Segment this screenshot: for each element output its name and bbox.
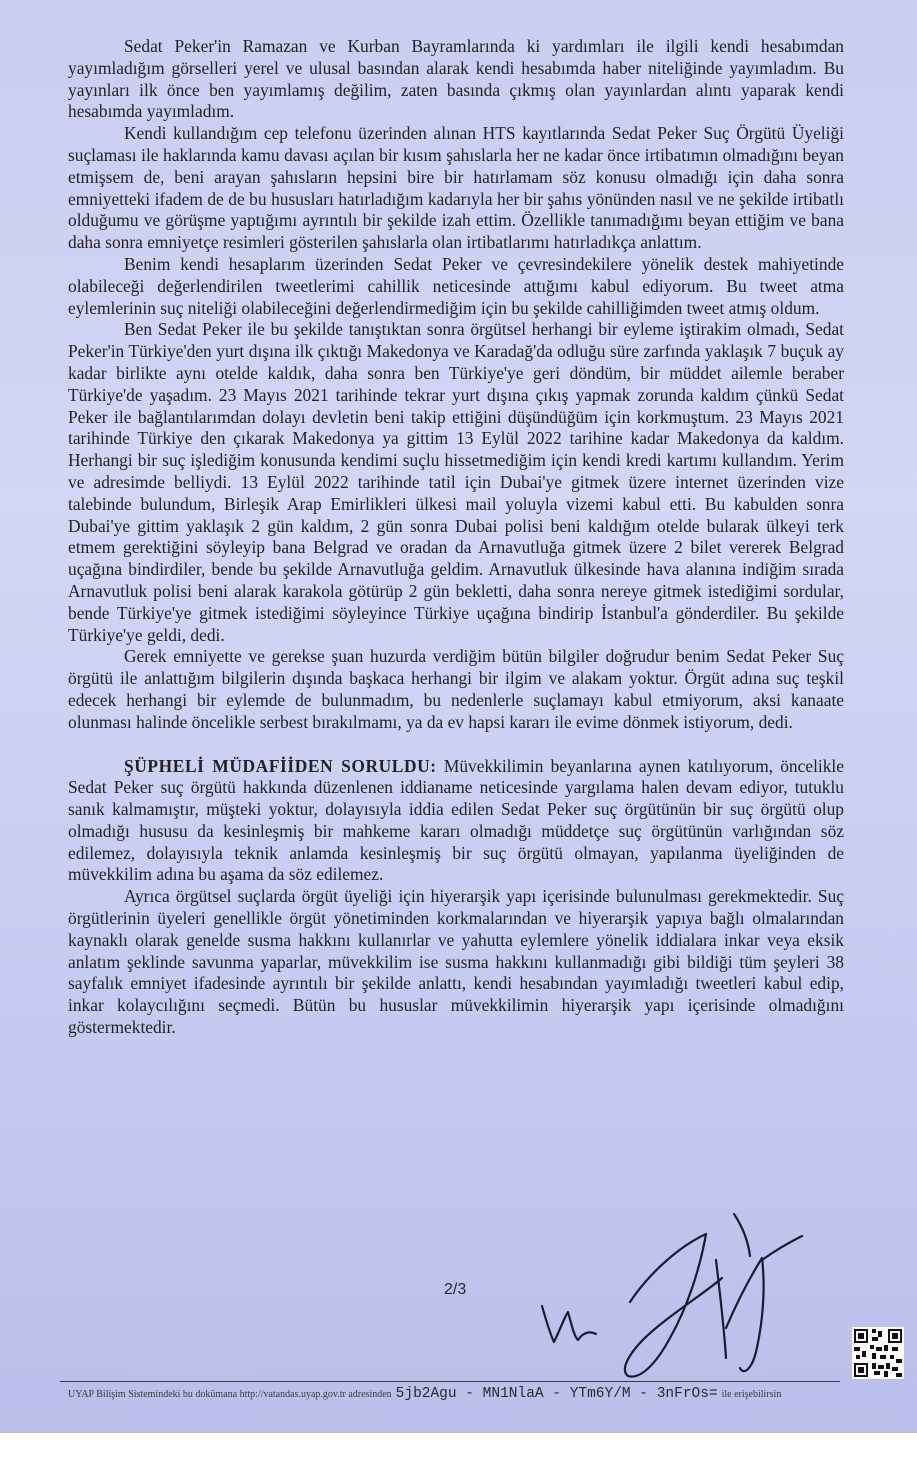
qr-code-icon [852,1327,904,1379]
footer-suffix: ile erişebilirsin [721,1389,782,1400]
paragraph-5: Gerek emniyette ve gerekse şuan huzurda verdiğim bütün bilgiler doğrudur benim Sedat Peker Suç örgütü ile anlattığım bilgilerin dışında başkaca herhangi bir ilgim ve alakam yoktur. Örgüt adına suç teşkil edecek herhangi bir eylemde de bulunmadım, bu nedenlerle suçlamayı kabul etmiyorum, aksi kanaate olunması halinde öncelikle serbest bırakılmamı, ya da ev hapsi kararı ile evime dönmek istiyorum, dedi. [68,646,844,732]
footer-prefix: UYAP Bilişim Sistemindeki bu dokümana http://vatandas.uyap.gov.tr adresinden [68,1389,392,1400]
document-body [68,36,844,1039]
defense-paragraph [68,756,844,887]
paragraph-3: Benim kendi hesaplarım üzerinden Sedat Peker ve çevresindekilere yönelik destek mahiyetinde olabileceği değerlendirilen tweetlerimi cahillik neticesinde attığımı kabul ediyorum. Bu tweet atma eylemlerinin suç niteliği olabileceğini değerlendirmediğim için bu şekilde cahilliğimden tweet atmış oldum. [68,253,844,318]
defense-text: Müvekkilimin beyanlarına aynen katılıyorum, öncelikle Sedat Peker suç örgütü hakkında düzenlenen iddianame neticesinde yargılama halen devam ediyor, tutuklu sanık kalmamıştır, müşteki yoktur, dolayısıyla iddia edilen Sedat Peker suç örgütünün bir suç örgütü olup olmadığı hususu da kesinleşmiş bir mahkeme kararı olmadığı müddetçe suç örgütünün varlığından söz edilemez, dolayısıyla teknik anlamda kesinleşmiş bir suç örgütü olmayan, yapılanma üyeliğinden de müvekkilim adına bu aşama da söz edilemez. [68,755,844,885]
defense-label: ŞÜPHELİ MÜDAFİİDEN SORULDU: [124,755,437,776]
handwritten-signature-icon [530,1208,830,1408]
paragraph-1: Sedat Peker'in Ramazan ve Kurban Bayramlarında ki yardımları ile ilgili kendi hesabımdan yayımladığım görselleri yerel ve ulusal basından alarak kendi hesabımda haber niteliğinde yayımladım. Bu yayınları ilk önce ben yayımlamış değilim, zaten basında çıkmış olan yayınlardan alıntı yaparak kendi hesabımda yayımladım. [68,36,844,122]
verification-code: 5jb2Agu - MN1NlaA - YTm6Y/M - 3nFrOs= [395,1386,718,1402]
footer [68,1386,858,1402]
closing-paragraph: Ayrıca örgütsel suçlarda örgüt üyeliği için hiyerarşik yapı içerisinde bulunulması gerekmektedir. Suç örgütlerinin üyeleri genellikle örgüt yönetiminden korkmalarından ve hiyerarşik yapıya bağlı olmalarından kaynaklı olarak genelde susma hakkını kullanırlar ve yahutta eylemlere yönelik iddialara inkar veya eksik anlatım şeklinde savunma yaparlar, müvekkilim ise susma hakkını kullanmadığı gibi bildiği tüm şeyleri 38 sayfalık emniyet ifadesinde ayrıntılı bir şekilde anlattı, kendi hesabından yayımladığı tweetleri kabul edip, inkar kolaycılığını seçmedi. Bütün bu hususlar müvekkilimin hiyerarşik yapı içerisinde olmadığını göstermektedir. [68,886,844,1038]
paragraph-4: Ben Sedat Peker ile bu şekilde tanıştıktan sonra örgütsel herhangi bir eyleme iştirakim olmadı, Sedat Peker'in Türkiye'den yurt dışına ilk çıktığı Makedonya ve Karadağ'da odluğu süre zarfında yaklaşık 7 buçuk ay kadar birlikte aynı otelde kaldık, daha sonra ben Türkiye'ye geri döndüm, bir müddet ailemle beraber Türkiye'de yaşadım. 23 Mayıs 2021 tarihinde tekrar yurt dışına çıkış yapmak zorunda kaldım çünkü Sedat Peker ile bağlantılarımdan dolayı devletin beni takip ettiğini düşündüğüm için korkmuştum. 23 Mayıs 2021 tarihinde Türkiye den çıkarak Makedonya ya gittim 13 Eylül 2022 tarihine kadar Makedonya da kaldım. Herhangi bir suç işlediğim konusunda kendimi suçlu hissetmediğim için kendi kredi kartımı kullandım. Yerim ve adresimde belliydi. 13 Eylül 2022 tarihinde tatil için Dubai'ye gitmek üzere internet üzerinden vize talebinde bulundum, Birleşik Arap Emirlikleri ülkesi mail yoluyla vizemi kabul etti. Bu kabulden sonra Dubai'ye gittim yaklaşık 2 gün kaldım, 2 gün sonra Dubai polisi beni kaldığım otelde bularak ülkeyi terk etmem gerektiğini söyleyip bana Belgrad ve oradan da Arnavutluğa gitmek üzere 2 bilet vererek Belgrad uçağına bindirdiler, bende bu şekilde Arnavutluğa geldim. Arnavutluk ülkesinde hava alanına indiğim sırada Arnavutluk polisi beni alarak karakola götürüp 2 gün bekletti, daha sonra nereye gitmek istediğimi sordular, bende Türkiye'ye gitmek istediğimi söyleyince Türkiye uçağına bindirip İstanbul'a gönderdiler. Bu şekilde Türkiye'ye geldi, dedi. [68,319,844,645]
page-number: 2/3 [444,1281,467,1298]
paragraph-2: Kendi kullandığım cep telefonu üzerinden alınan HTS kayıtlarında Sedat Peker Suç Örgütü Üyeliği suçlaması ile haklarında kamu davası açılan bir kısım şahıslarla her ne kadar önce irtibatımın olmadığını beyan etmişsem de, beni arayan şahısların hepsini bire bir hatırlamam söz konusu olmadığı için daha sonra emniyetteki ifadem de de bu hususları hatırladığım kadarıyla her bir şahıs yönünden nasıl ve ne şekilde irtibatlı olduğumu ve görüşme yaptığımı ayrıntılı bir şekilde izah ettim. Özellikle tanımadığımı beyan ettiğim ve bana daha sonra emniyetçe resimleri gösterilen şahıslarla olan irtibatlarımı hatırladıkça anlattım. [68,123,844,253]
footer-divider [60,1381,840,1382]
